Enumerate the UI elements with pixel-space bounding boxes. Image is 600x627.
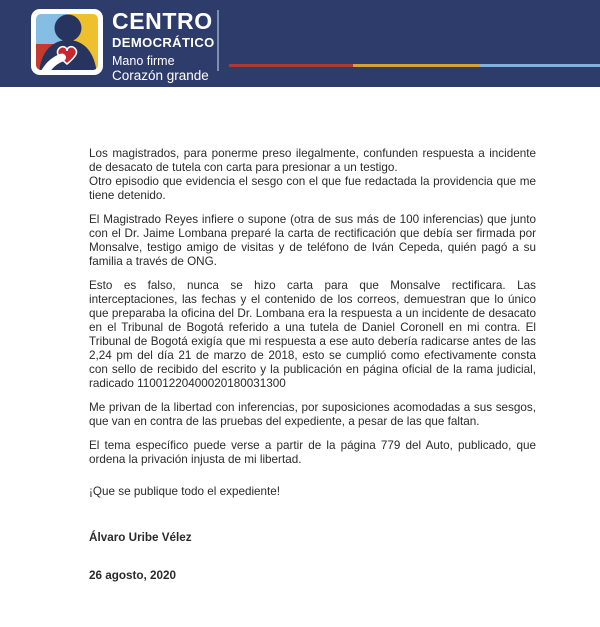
brand-name-line1: CENTRO xyxy=(112,8,213,34)
flag-stripe xyxy=(229,64,600,67)
brand-name-line2: DEMOCRÁTICO xyxy=(112,35,215,50)
signature-name: Álvaro Uribe Vélez xyxy=(89,531,192,544)
letter-paragraph: Otro episodio que evidencia el sesgo con el que fue redactada la providencia que me tiene detenido. xyxy=(89,175,536,202)
party-banner xyxy=(0,0,600,87)
letter-paragraph: Los magistrados, para ponerme preso ilegalmente, confunden respuesta a incidente de desacato de tutela con carta para presionar a un testigo. xyxy=(89,147,536,174)
flag-stripe-blue xyxy=(480,64,600,67)
letter-paragraph: El Magistrado Reyes infiere o supone (otra de sus más de 100 inferencias) que junto con el Dr. Jaime Lombana preparé la carta de rectificación que debía ser firmada por Monsalve, testigo amigo de visitas y de teléfono de Iván Cepeda, quién pagó a su familia a través de ONG. xyxy=(89,213,536,268)
letter-paragraph: El tema específico puede verse a partir de la página 779 del Auto, publicado, que ordena la privación injusta de mi libertad. xyxy=(89,439,536,466)
party-brand-text xyxy=(112,10,215,83)
flag-stripe-red xyxy=(229,64,353,67)
party-logo-icon xyxy=(31,9,103,75)
brand-tagline-line1: Mano firme xyxy=(112,54,175,68)
letter-paragraph: ¡Que se publique todo el expediente! xyxy=(89,485,281,498)
letter-body xyxy=(0,87,600,593)
brand-tagline-line2: Corazón grande xyxy=(112,68,209,83)
letter-paragraph: Esto es falso, nunca se hizo carta para que Monsalve rectificara. Las interceptaciones, las fechas y el contenido de los correos, demuestran que lo único que preparaba la oficina del Dr. Lombana era la respuesta a un incidente de desacato en el Tribunal de Bogotá referido a una tutela de Daniel Coronell en mi contra. El Tribunal de Bogotá exigía que mi respuesta a ese auto debería radicarse antes de las 2,24 pm del día 21 de marzo de 2018, esto se cumplió como efectivamente consta con sello de recibido del escrito y la publicación en página oficial de la rama judicial, radicado 11001220400020180031300 xyxy=(89,279,536,390)
letter-paragraph: Me privan de la libertad con inferencias, por suposiciones acomodadas a sus sesgos, que van en contra de las pruebas del expediente, a pesar de las que faltan. xyxy=(89,401,536,428)
party-logo xyxy=(31,9,103,75)
banner-divider xyxy=(217,10,219,71)
letter-date: 26 agosto, 2020 xyxy=(89,569,177,582)
flag-stripe-yellow xyxy=(353,64,480,67)
